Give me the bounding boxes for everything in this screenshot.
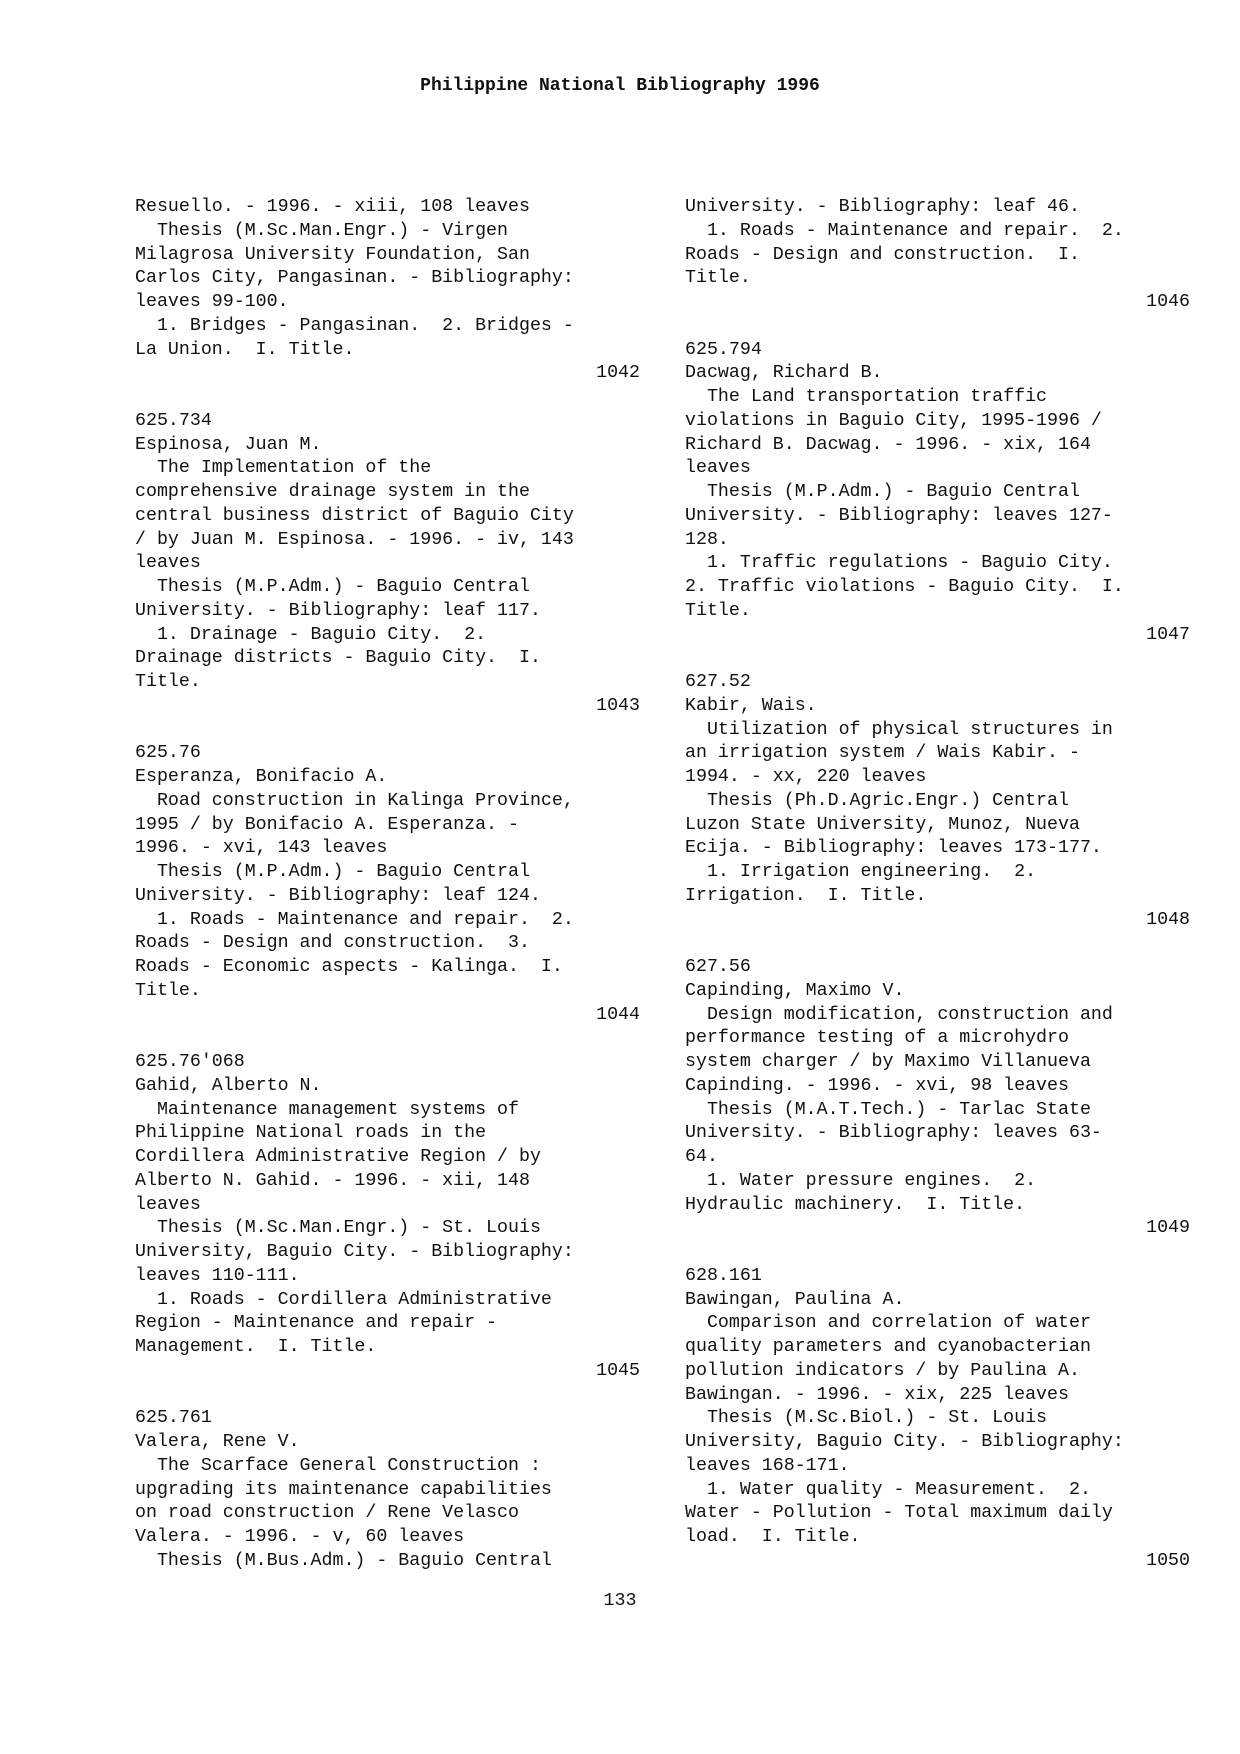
bibliography-line: Gahid, Alberto N. (135, 1075, 322, 1096)
bibliography-line (135, 1027, 640, 1051)
bibliography-line: Thesis (M.A.T.Tech.) - Tarlac State (685, 1099, 1091, 1120)
bibliography-line (135, 386, 640, 410)
entry-number: 1048 (1146, 909, 1190, 930)
left-column (135, 196, 640, 1574)
bibliography-line: Kabir, Wais. (685, 695, 817, 716)
bibliography-line: University. - Bibliography: leaf 46. (685, 197, 1080, 217)
bibliography-line: 627.52 (685, 672, 751, 692)
bibliography-line: 64. (685, 1147, 718, 1167)
bibliography-line: The Implementation of the (135, 458, 432, 479)
bibliography-line: leaves 110-111. (135, 1265, 300, 1286)
bibliography-line: 627.56 (685, 957, 751, 977)
bibliography-line: Cordillera Administrative Region / by (135, 1147, 541, 1167)
bibliography-line: 625.76'068 (135, 1052, 245, 1072)
bibliography-line: 625.76 (135, 743, 201, 764)
bibliography-line: pollution indicators / by Paulina A. (685, 1360, 1080, 1381)
bibliography-line: Espinosa, Juan M. (135, 434, 322, 455)
bibliography-line: Thesis (M.Sc.Man.Engr.) - Virgen (135, 220, 508, 241)
bibliography-line: Roads - Design and construction. I. (685, 244, 1080, 265)
bibliography-line: central business district of Baguio City (135, 505, 574, 526)
bibliography-line: Thesis (M.P.Adm.) - Baguio Central (135, 577, 530, 597)
bibliography-line: 1994. - xx, 220 leaves (685, 767, 927, 787)
bibliography-line: Dacwag, Richard B. (685, 363, 883, 384)
bibliography-line: comprehensive drainage system in the (135, 482, 530, 502)
bibliography-line: The Land transportation traffic (685, 387, 1048, 407)
bibliography-line: Irrigation. I. Title. (685, 885, 927, 906)
bibliography-line: leaves 168-171. (685, 1455, 850, 1476)
bibliography-line: Design modification, construction and (685, 1004, 1113, 1025)
bibliography-line: 1. Irrigation engineering. 2. (685, 862, 1037, 882)
bibliography-line: Roads - Design and construction. 3. (135, 933, 530, 954)
bibliography-line: Title. (135, 672, 201, 692)
bibliography-line (135, 719, 640, 743)
bibliography-line: Richard B. Dacwag. - 1996. - xix, 164 (685, 434, 1091, 455)
bibliography-line: Hydraulic machinery. I. Title. (685, 1194, 1026, 1215)
bibliography-line: Thesis (Ph.D.Agric.Engr.) Central (685, 790, 1069, 811)
bibliography-line: Thesis (M.P.Adm.) - Baguio Central (135, 862, 530, 882)
bibliography-line: leaves (135, 1194, 201, 1215)
bibliography-line: Region - Maintenance and repair - (135, 1313, 498, 1334)
bibliography-line: University. - Bibliography: leaves 63- (685, 1123, 1102, 1144)
bibliography-line: Road construction in Kalinga Province, (135, 790, 574, 811)
entry-number: 1044 (596, 1004, 640, 1025)
bibliography-line: 1. Roads - Cordillera Administrative (135, 1289, 552, 1310)
bibliography-line: University. - Bibliography: leaf 117. (135, 600, 541, 621)
bibliography-line: Bawingan. - 1996. - xix, 225 leaves (685, 1384, 1069, 1405)
bibliography-line: leaves (135, 553, 201, 574)
right-column (685, 196, 1190, 1574)
bibliography-line: Esperanza, Bonifacio A. (135, 767, 388, 787)
entry-number: 1050 (1146, 1550, 1190, 1571)
bibliography-line: La Union. I. Title. (135, 339, 355, 360)
bibliography-line: University. - Bibliography: leaf 124. (135, 885, 541, 906)
page-number: 133 (603, 1591, 637, 1611)
bibliography-line: 1995 / by Bonifacio A. Esperanza. - (135, 814, 519, 835)
bibliography-line: 2. Traffic violations - Baguio City. I. (685, 577, 1124, 597)
bibliography-line: Luzon State University, Munoz, Nueva (685, 814, 1080, 835)
bibliography-line: University, Baguio City. - Bibliography: (685, 1432, 1124, 1452)
bibliography-line: University, Baguio City. - Bibliography: (135, 1242, 574, 1262)
bibliography-line: Capinding. - 1996. - xvi, 98 leaves (685, 1075, 1069, 1096)
bibliography-line: 1996. - xvi, 143 leaves (135, 838, 388, 859)
bibliography-line (685, 315, 1190, 339)
entry-number: 1042 (596, 363, 640, 384)
bibliography-line: Thesis (M.Sc.Man.Engr.) - St. Louis (135, 1218, 541, 1239)
entry-number: 1045 (596, 1360, 640, 1381)
bibliography-line: 625.794 (685, 339, 762, 360)
bibliography-line (685, 647, 1190, 671)
bibliography-line: Management. I. Title. (135, 1337, 377, 1357)
bibliography-line: violations in Baguio City, 1995-1996 / (685, 410, 1102, 431)
bibliography-line: Milagrosa University Foundation, San (135, 244, 530, 265)
bibliography-line: Ecija. - Bibliography: leaves 173-177. (685, 838, 1102, 859)
bibliography-line: Title. (685, 268, 751, 289)
entry-number: 1043 (596, 695, 640, 716)
bibliography-line: quality parameters and cyanobacterian (685, 1337, 1091, 1357)
bibliography-line: 1. Bridges - Pangasinan. 2. Bridges - (135, 315, 574, 336)
bibliography-line: Roads - Economic aspects - Kalinga. I. (135, 957, 563, 977)
bibliography-line: on road construction / Rene Velasco (135, 1503, 519, 1524)
bibliography-line: Title. (135, 980, 201, 1001)
bibliography-line: Capinding, Maximo V. (685, 980, 905, 1001)
bibliography-line: 1. Traffic regulations - Baguio City. (685, 553, 1113, 574)
bibliography-line: 1. Drainage - Baguio City. 2. (135, 624, 487, 645)
bibliography-line: / by Juan M. Espinosa. - 1996. - iv, 143 (135, 529, 574, 550)
bibliography-line: Bawingan, Paulina A. (685, 1289, 905, 1310)
bibliography-line: leaves 99-100. (135, 292, 289, 312)
bibliography-line: University. - Bibliography: leaves 127- (685, 505, 1113, 526)
bibliography-line: 628.161 (685, 1265, 762, 1286)
bibliography-line (685, 1241, 1190, 1265)
bibliography-line: 1. Roads - Maintenance and repair. 2. (685, 220, 1124, 241)
bibliography-line: Carlos City, Pangasinan. - Bibliography: (135, 268, 574, 289)
bibliography-line: Comparison and correlation of water (685, 1313, 1091, 1334)
entry-number: 1049 (1146, 1218, 1190, 1239)
bibliography-line: 1. Roads - Maintenance and repair. 2. (135, 909, 574, 930)
bibliography-line: Thesis (M.P.Adm.) - Baguio Central (685, 482, 1080, 502)
bibliography-line: 1. Water quality - Measurement. 2. (685, 1479, 1091, 1500)
bibliography-line: Title. (685, 600, 751, 621)
page-title: Philippine National Bibliography 1996 (420, 76, 820, 96)
bibliography-line: 625.734 (135, 410, 212, 431)
bibliography-line: an irrigation system / Wais Kabir. - (685, 743, 1080, 764)
bibliography-line: Utilization of physical structures in (685, 719, 1113, 740)
bibliography-line: Thesis (M.Bus.Adm.) - Baguio Central (135, 1550, 552, 1571)
bibliography-line: Alberto N. Gahid. - 1996. - xii, 148 (135, 1170, 530, 1191)
bibliography-line: Philippine National roads in the (135, 1123, 487, 1144)
bibliography-line: Water - Pollution - Total maximum daily (685, 1503, 1113, 1524)
bibliography-line: Valera. - 1996. - v, 60 leaves (135, 1527, 465, 1547)
bibliography-line: upgrading its maintenance capabilities (135, 1479, 552, 1500)
bibliography-line (135, 1384, 640, 1408)
bibliography-line: 1. Water pressure engines. 2. (685, 1170, 1037, 1191)
bibliography-line: system charger / by Maximo Villanueva (685, 1052, 1091, 1072)
entry-number: 1046 (1146, 292, 1190, 312)
bibliography-line: Maintenance management systems of (135, 1099, 519, 1120)
bibliography-line: 625.761 (135, 1408, 212, 1429)
bibliography-line: Thesis (M.Sc.Biol.) - St. Louis (685, 1408, 1048, 1429)
bibliography-line: load. I. Title. (685, 1527, 861, 1547)
bibliography-line: Drainage districts - Baguio City. I. (135, 648, 541, 669)
bibliography-line (685, 932, 1190, 956)
entry-number: 1047 (1146, 624, 1190, 645)
bibliography-line: Valera, Rene V. (135, 1432, 300, 1452)
bibliography-line: 128. (685, 529, 729, 550)
bibliography-line: performance testing of a microhydro (685, 1028, 1069, 1049)
bibliography-line: The Scarface General Construction : (135, 1455, 541, 1476)
bibliography-line: leaves (685, 458, 751, 479)
bibliography-line: Resuello. - 1996. - xiii, 108 leaves (135, 197, 530, 217)
